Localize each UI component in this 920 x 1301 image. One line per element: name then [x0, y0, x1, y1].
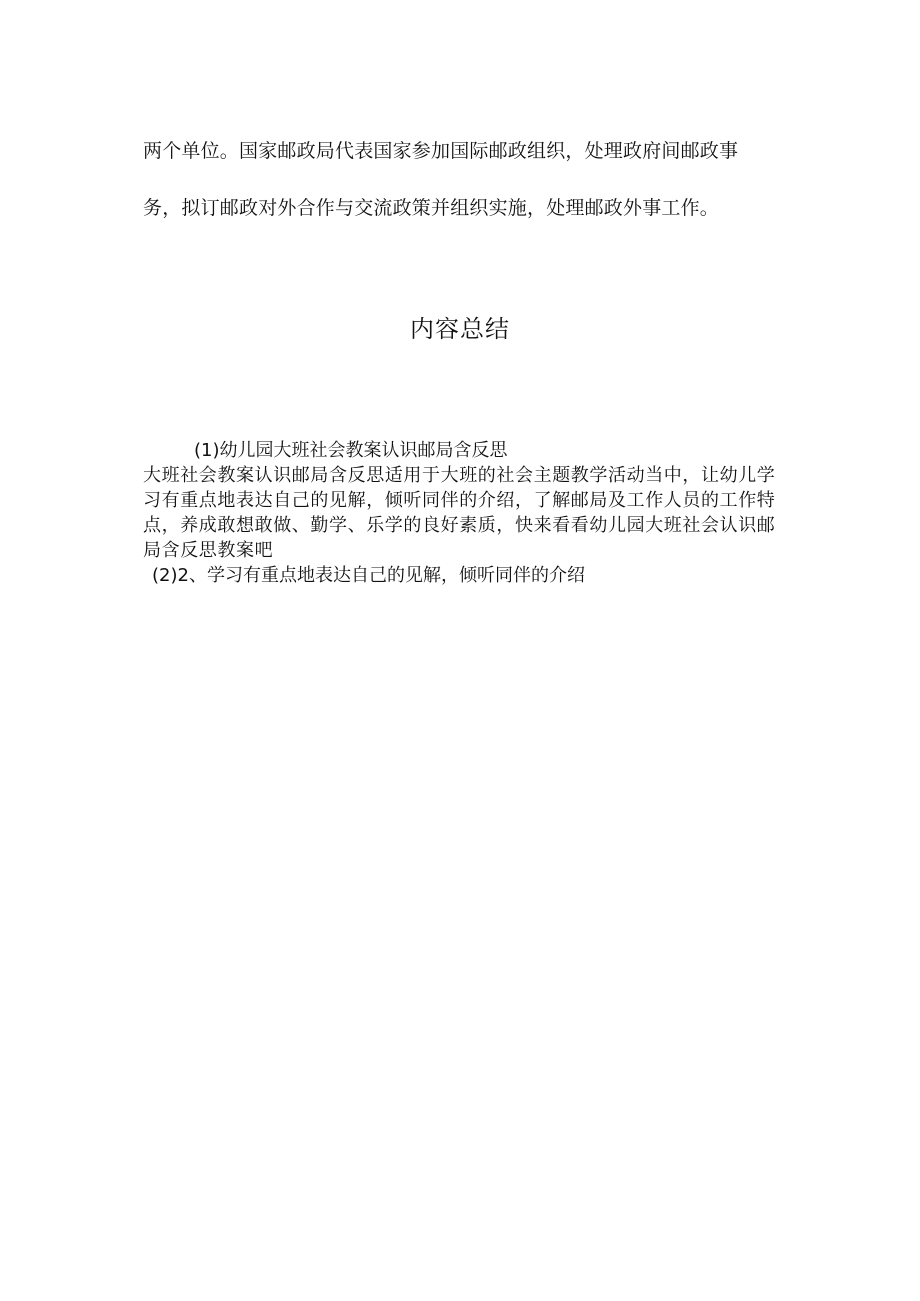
intro-paragraph-line-2: 务，拟订邮政对外合作与交流政策并组织实施，处理邮政外事工作。	[143, 197, 720, 219]
summary-item-1-title: (1)幼儿园大班社会教案认识邮局含反思	[194, 440, 508, 461]
summary-heading: 内容总结	[410, 315, 510, 343]
summary-item-1-body: 大班社会教案认识邮局含反思适用于大班的社会主题教学活动当中，让幼儿学习有重点地表达自己的见解，倾听同伴的介绍，了解邮局及工作人员的工作特点，养成敢想敢做、勤学、乐学的良好素质，快来看看幼儿园大班社会认识邮局含反思教案吧	[143, 465, 776, 561]
summary-item-2: (2)2、学习有重点地表达自己的见解，倾听同伴的介绍	[152, 565, 585, 586]
summary-section	[143, 438, 783, 588]
intro-paragraph-line-1: 两个单位。国家邮政局代表国家参加国际邮政组织，处理政府间邮政事	[143, 140, 739, 162]
